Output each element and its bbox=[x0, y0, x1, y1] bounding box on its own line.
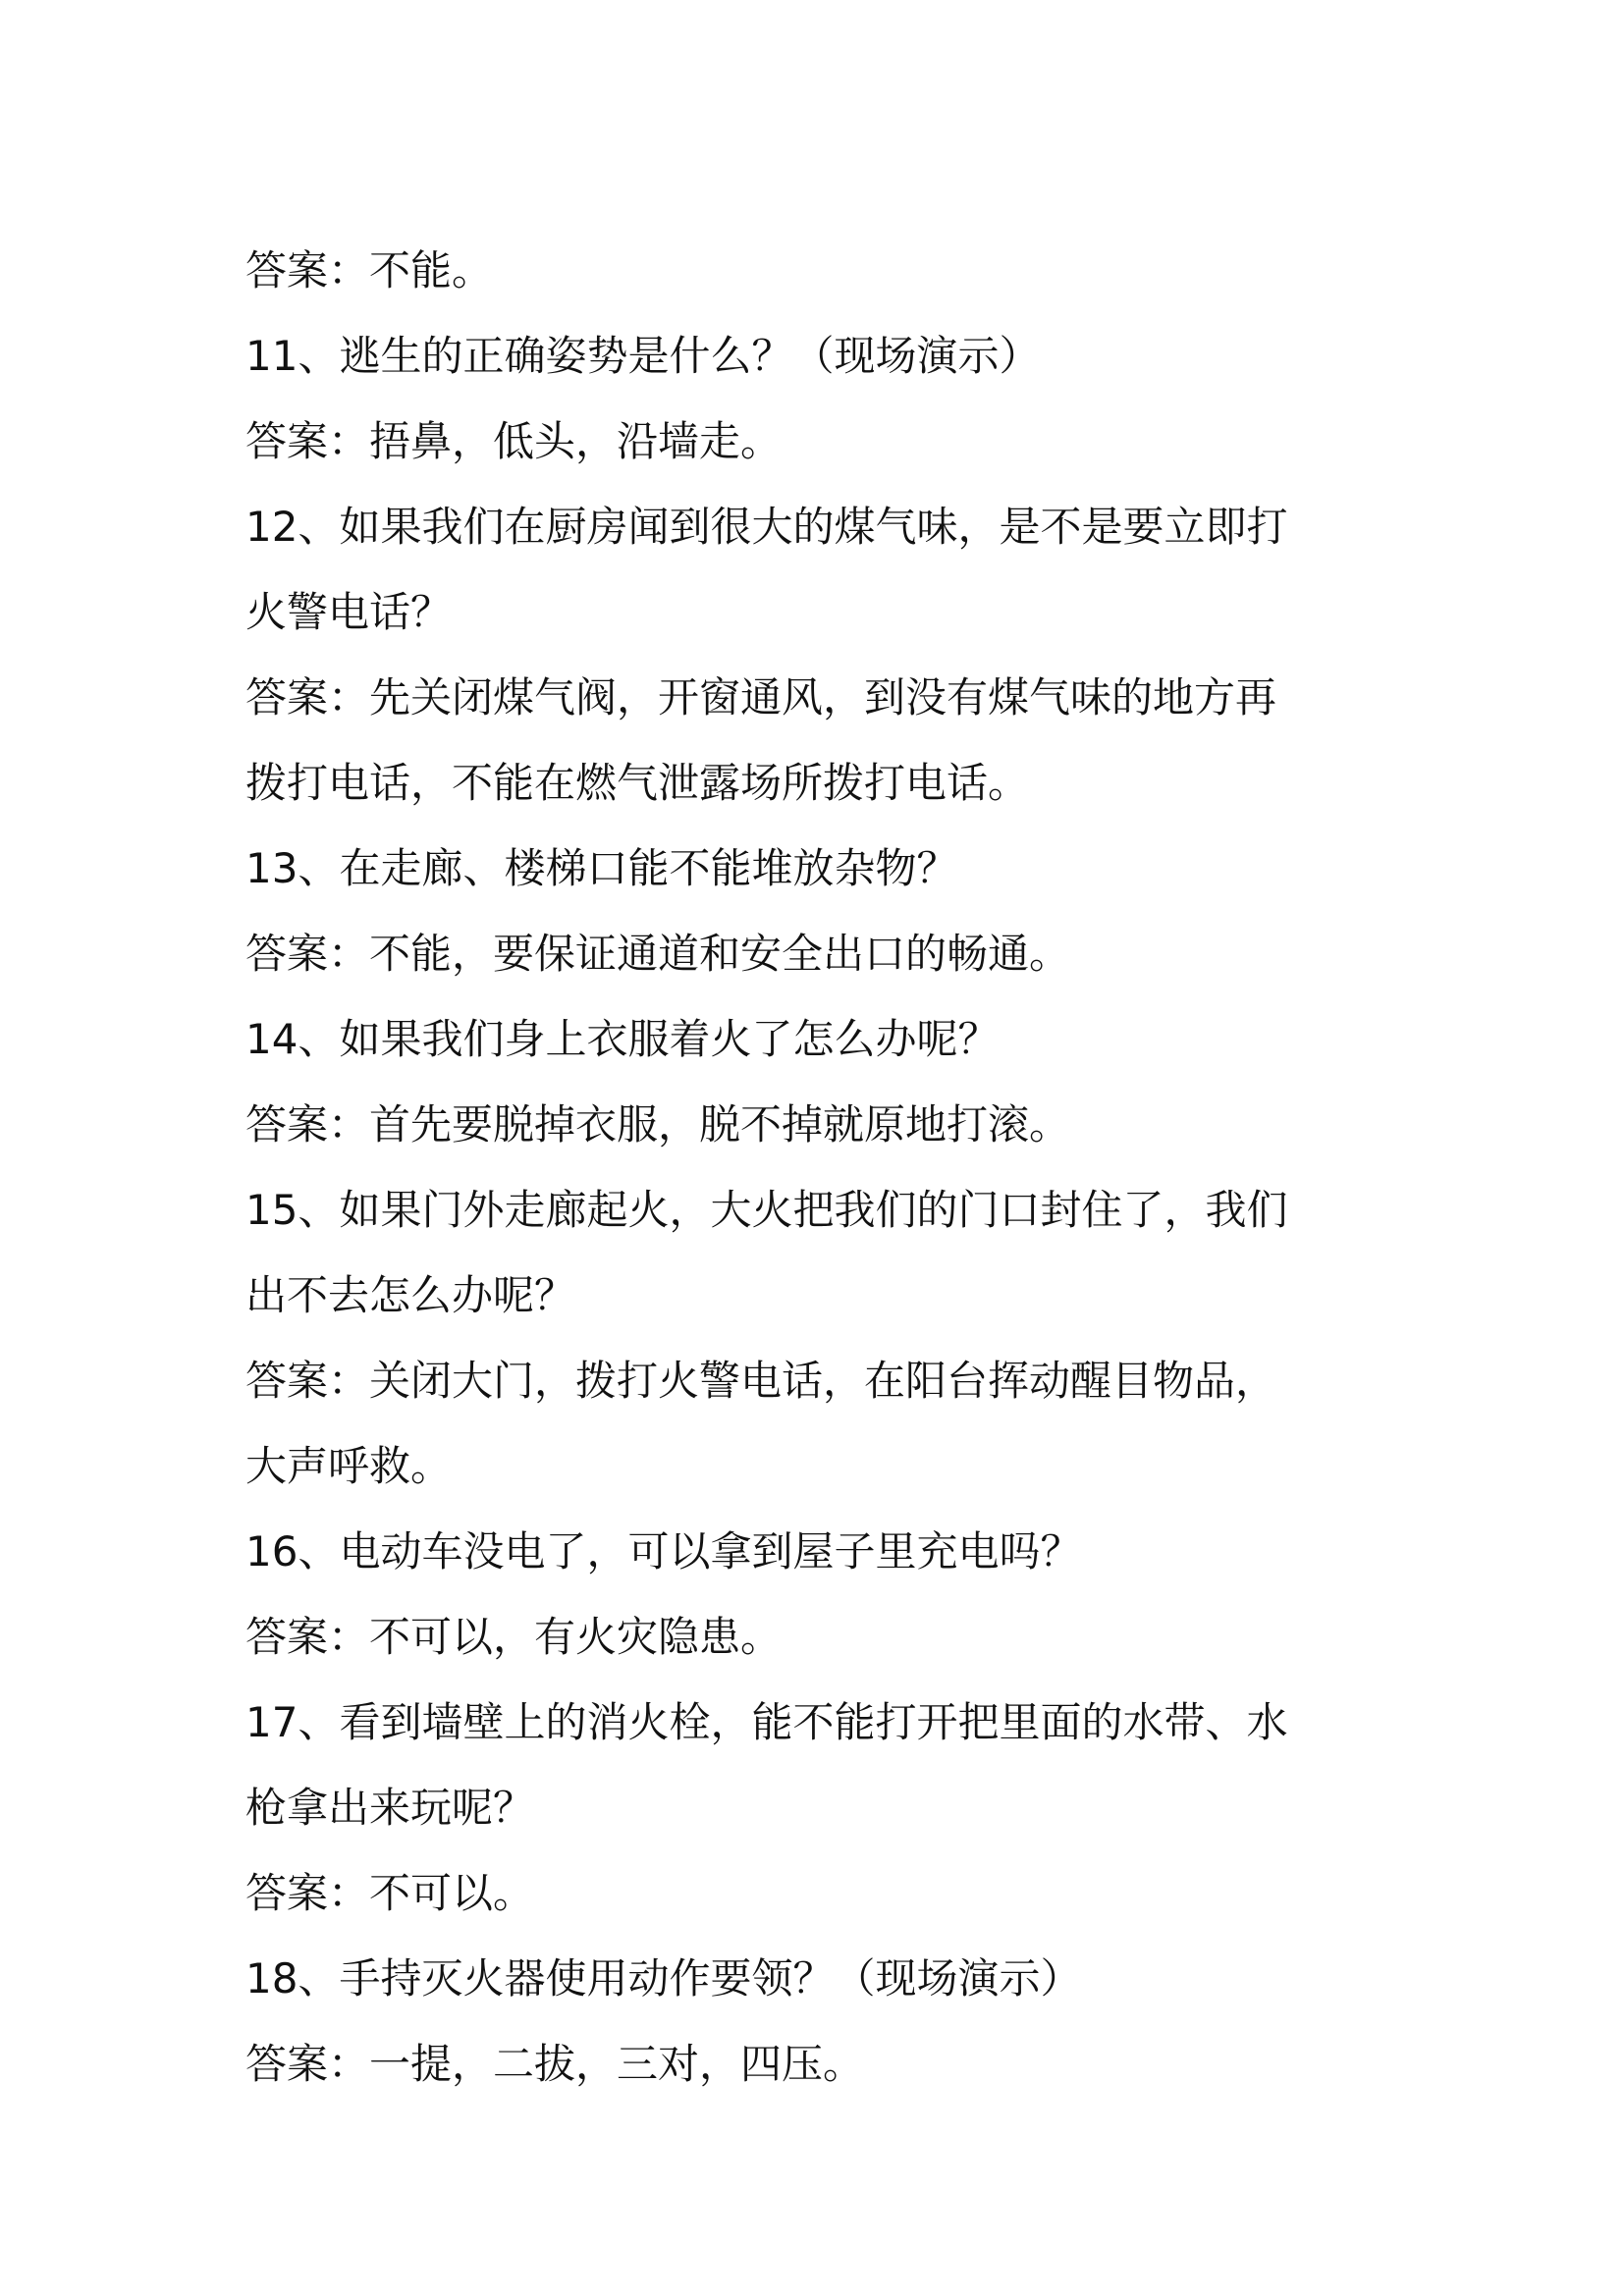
question-11: 11、逃生的正确姿势是什么？（现场演示） bbox=[245, 332, 1041, 380]
answer-14: 答案：首先要脱掉衣服，脱不掉就原地打滚。 bbox=[245, 1100, 1071, 1148]
answer-15-line-2: 大声呼救。 bbox=[245, 1442, 453, 1490]
answer-10: 答案：不能。 bbox=[245, 246, 494, 294]
question-12-line-2: 火警电话？ bbox=[245, 588, 453, 636]
question-12-line-1: 12、如果我们在厨房闻到很大的煤气味，是不是要立即打 bbox=[245, 503, 1288, 551]
qa-text-body bbox=[245, 228, 1394, 2107]
answer-16: 答案：不可以，有火灾隐患。 bbox=[245, 1613, 783, 1661]
question-16: 16、电动车没电了，可以拿到屋子里充电吗？ bbox=[245, 1527, 1082, 1575]
question-15-line-2: 出不去怎么办呢？ bbox=[245, 1271, 576, 1319]
answer-17: 答案：不可以。 bbox=[245, 1869, 535, 1917]
answer-15-line-1: 答案：关闭大门，拨打火警电话，在阳台挥动醒目物品， bbox=[245, 1357, 1277, 1405]
answer-13: 答案：不能，要保证通道和安全出口的畅通。 bbox=[245, 930, 1071, 978]
question-18: 18、手持灭火器使用动作要领？（现场演示） bbox=[245, 1954, 1082, 2002]
question-15-line-1: 15、如果门外走廊起火，大火把我们的门口封住了，我们 bbox=[245, 1186, 1288, 1234]
question-14: 14、如果我们身上衣服着火了怎么办呢？ bbox=[245, 1015, 1000, 1063]
answer-11: 答案：捂鼻，低头，沿墙走。 bbox=[245, 417, 783, 465]
answer-12-line-1: 答案：先关闭煤气阀，开窗通风，到没有煤气味的地方再 bbox=[245, 673, 1277, 721]
answer-18: 答案：一提，二拔，三对，四压。 bbox=[245, 2040, 865, 2088]
question-13: 13、在走廊、楼梯口能不能堆放杂物？ bbox=[245, 844, 958, 892]
answer-12-line-2: 拨打电话，不能在燃气泄露场所拨打电话。 bbox=[245, 759, 1030, 807]
question-17-line-2: 枪拿出来玩呢？ bbox=[245, 1784, 535, 1832]
question-17-line-1: 17、看到墙壁上的消火栓，能不能打开把里面的水带、水 bbox=[245, 1698, 1288, 1746]
